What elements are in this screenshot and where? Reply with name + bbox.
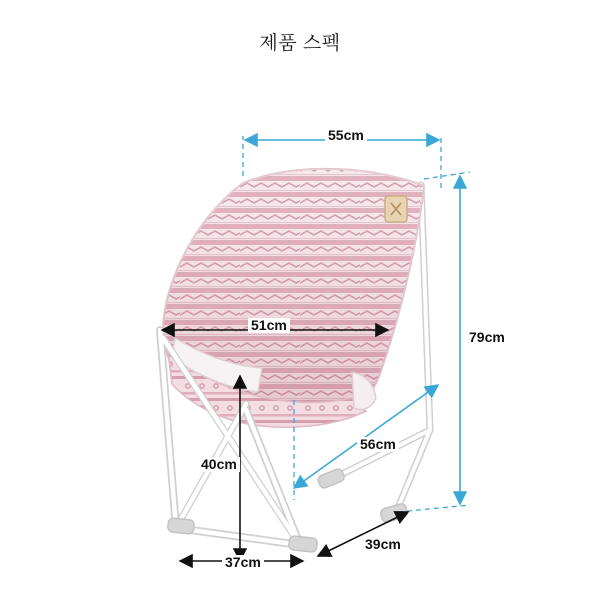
dimension-label-depth-diagonal: 56cm: [357, 437, 399, 452]
dimension-label-width-top: 55cm: [325, 128, 367, 143]
dimension-label-height-total: 79cm: [466, 330, 508, 345]
page-title: 제품 스펙: [259, 33, 341, 54]
dimension-label-base-depth: 39cm: [362, 537, 404, 552]
dimension-label-base-width: 37cm: [222, 555, 264, 570]
dimension-label-seat-height: 40cm: [198, 457, 240, 472]
dimension-label-seat-width: 51cm: [248, 318, 290, 333]
